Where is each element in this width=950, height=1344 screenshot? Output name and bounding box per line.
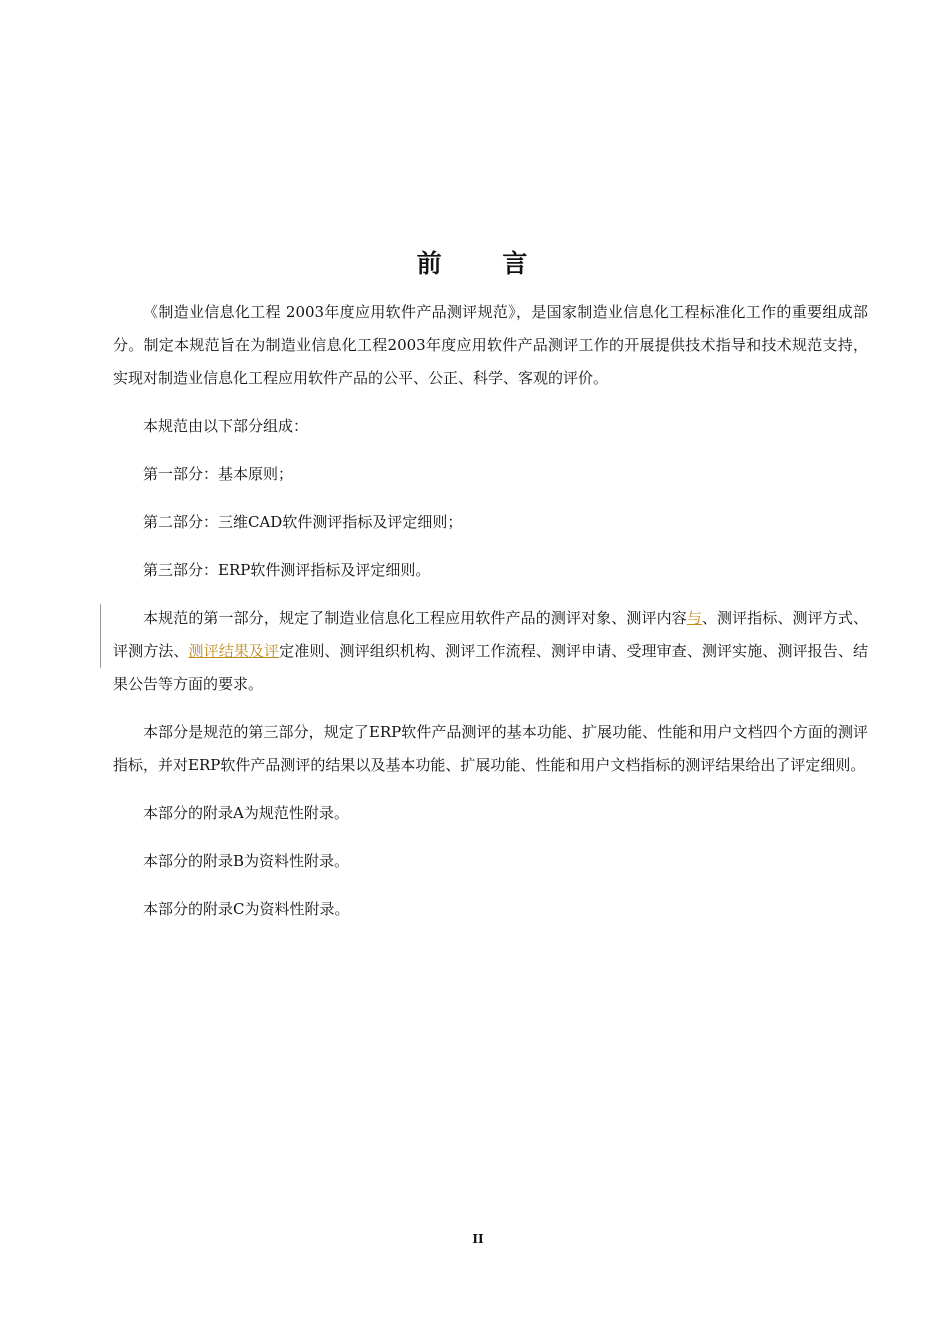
first-part-paragraph: [113, 602, 868, 701]
first-part-text-middle: 、测评指标、测评方式、评测方法、: [113, 609, 868, 660]
appendix-b-paragraph: 本部分的附录B为资料性附录。: [143, 852, 350, 870]
first-part-text-after: 定准则、测评组织机构、测评工作流程、测评申请、受理审查、测评实施、测评报告、结果公告等方面的要求。: [113, 642, 868, 693]
part1-paragraph: 第一部分：基本原则；: [143, 465, 294, 483]
tracked-change-1: 与: [686, 609, 702, 627]
part2-paragraph: 第二部分：三维CAD软件测评指标及评定细则；: [143, 513, 463, 531]
tracked-change-2: 测评结果及评: [188, 642, 280, 660]
first-part-text-before: 本规范的第一部分，规定了制造业信息化工程应用软件产品的测评对象、测评内容: [143, 609, 687, 627]
composition-paragraph: 本规范由以下部分组成：: [143, 417, 309, 435]
document-body: [113, 296, 868, 926]
appendix-a-paragraph: 本部分的附录A为规范性附录。: [143, 804, 349, 822]
part3-paragraph: 第三部分：ERP软件测评指标及评定细则。: [143, 561, 431, 579]
intro-paragraph: 《制造业信息化工程 2003年度应用软件产品测评规范》，是国家制造业信息化工程标准化工作的重要组成部分。制定本规范旨在为制造业信息化工程2003年度应用软件产品测评工作的开展提供技术指导和技术规范支持，实现对制造业信息化工程应用软件产品的公平、公正、科学、客观的评价。: [113, 303, 868, 387]
revision-bar: [100, 604, 101, 668]
third-part-paragraph: 本部分是规范的第三部分，规定了ERP软件产品测评的基本功能、扩展功能、性能和用户文档四个方面的测评指标，并对ERP软件产品测评的结果以及基本功能、扩展功能、性能和用户文档指标的测评结果给出了评定细则。: [113, 723, 868, 774]
page-number: II: [472, 1232, 484, 1246]
page-title: 前 言: [416, 249, 554, 278]
appendix-c-paragraph: 本部分的附录C为资料性附录。: [143, 900, 350, 918]
